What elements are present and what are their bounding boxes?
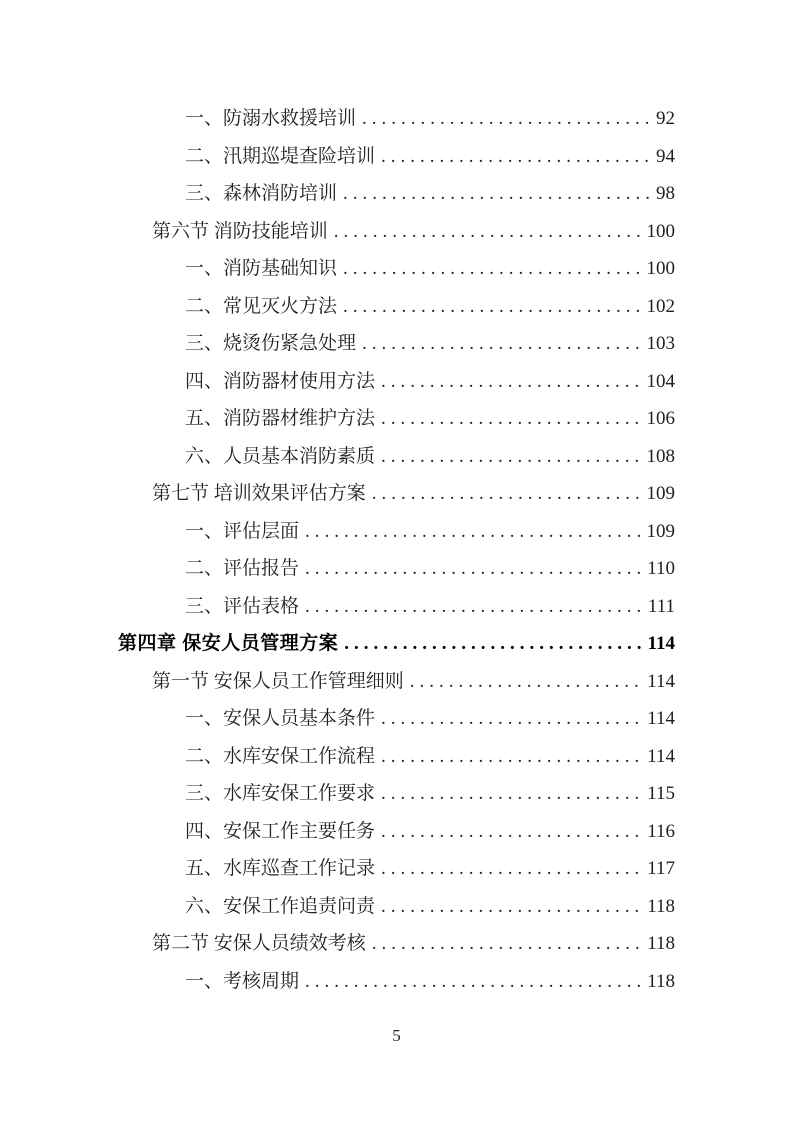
toc-dot-leader xyxy=(305,550,643,588)
toc-entry-label: 第六节 消防技能培训 xyxy=(152,220,328,242)
toc-entry-page: 98 xyxy=(656,183,675,204)
toc-entry-label: 第七节 培训效果评估方案 xyxy=(152,483,366,504)
toc-entry[interactable] xyxy=(118,363,675,401)
toc-entry[interactable] xyxy=(118,400,675,438)
toc-dot-leader xyxy=(381,700,643,738)
toc-entry-page: 92 xyxy=(656,108,675,129)
toc-entry-label: 三、烧烫伤紧急处理 xyxy=(185,333,357,354)
toc-entry-page: 118 xyxy=(647,895,675,917)
toc-entry-label: 五、消防器材维护方法 xyxy=(185,408,376,429)
toc-entry-page: 109 xyxy=(646,483,675,504)
toc-dot-leader xyxy=(381,775,643,813)
toc-entry-label: 一、安保人员基本条件 xyxy=(185,708,376,729)
toc-entry[interactable] xyxy=(118,513,675,551)
footer-page-number: 5 xyxy=(392,1026,401,1045)
toc-entry[interactable] xyxy=(118,550,675,588)
toc-entry-page: 118 xyxy=(647,933,675,954)
toc-dot-leader xyxy=(381,438,642,476)
toc-dot-leader xyxy=(305,963,643,1001)
toc-dot-leader xyxy=(305,588,644,626)
toc-entry-page: 109 xyxy=(646,520,675,542)
toc-entry-label: 一、评估层面 xyxy=(185,520,300,542)
toc-dot-leader xyxy=(381,363,642,401)
toc-entry-page: 94 xyxy=(656,145,675,167)
toc-entry-page: 114 xyxy=(647,708,675,729)
toc-entry[interactable] xyxy=(118,438,675,476)
toc-dot-leader xyxy=(372,925,643,963)
toc-entry-page: 100 xyxy=(646,258,675,279)
toc-entry[interactable] xyxy=(118,663,675,701)
toc-entry-label: 一、防溺水救援培训 xyxy=(185,108,357,129)
toc-entry[interactable] xyxy=(118,738,675,776)
toc-entry-label: 一、考核周期 xyxy=(185,970,300,992)
toc-dot-leader xyxy=(343,250,642,288)
toc-entry-page: 100 xyxy=(646,220,675,242)
toc-list xyxy=(118,100,675,1000)
toc-entry-label: 一、消防基础知识 xyxy=(185,258,338,279)
toc-entry[interactable] xyxy=(118,625,675,663)
toc-dot-leader xyxy=(334,213,643,251)
toc-entry[interactable] xyxy=(118,250,675,288)
toc-entry-page: 117 xyxy=(647,858,675,879)
toc-entry-page: 115 xyxy=(647,783,675,804)
toc-entry-label: 六、安保工作追责问责 xyxy=(185,895,376,917)
toc-entry-label: 二、水库安保工作流程 xyxy=(185,745,376,767)
toc-entry-page: 118 xyxy=(647,970,675,992)
toc-entry[interactable] xyxy=(118,213,675,251)
toc-entry-page: 114 xyxy=(647,633,675,654)
toc-entry[interactable] xyxy=(118,325,675,363)
toc-dot-leader xyxy=(343,288,642,326)
toc-dot-leader xyxy=(362,100,652,138)
toc-dot-leader xyxy=(381,400,642,438)
toc-entry[interactable] xyxy=(118,850,675,888)
toc-dot-leader xyxy=(381,850,643,888)
toc-dot-leader xyxy=(344,625,643,663)
toc-entry-label: 二、汛期巡堤查险培训 xyxy=(185,145,376,167)
toc-entry-label: 第二节 安保人员绩效考核 xyxy=(152,933,366,954)
toc-entry[interactable] xyxy=(118,288,675,326)
toc-entry[interactable] xyxy=(118,813,675,851)
toc-entry[interactable] xyxy=(118,925,675,963)
toc-dot-leader xyxy=(343,175,652,213)
toc-entry[interactable] xyxy=(118,100,675,138)
toc-entry-page: 102 xyxy=(646,295,675,317)
toc-entry[interactable] xyxy=(118,888,675,926)
toc-entry-label: 六、人员基本消防素质 xyxy=(185,445,376,467)
toc-entry-label: 四、消防器材使用方法 xyxy=(185,370,376,392)
toc-entry-label: 三、森林消防培训 xyxy=(185,183,338,204)
page-footer xyxy=(0,1026,793,1046)
toc-entry-page: 103 xyxy=(646,333,675,354)
toc-dot-leader xyxy=(410,663,643,701)
toc-entry-label: 五、水库巡查工作记录 xyxy=(185,858,376,879)
toc-entry[interactable] xyxy=(118,963,675,1001)
toc-entry[interactable] xyxy=(118,700,675,738)
toc-dot-leader xyxy=(381,138,652,176)
toc-entry-page: 114 xyxy=(647,670,675,692)
toc-entry-label: 三、评估表格 xyxy=(185,595,300,617)
toc-entry-label: 第一节 安保人员工作管理细则 xyxy=(152,670,404,692)
toc-entry-page: 106 xyxy=(646,408,675,429)
toc-dot-leader xyxy=(381,813,643,851)
toc-entry[interactable] xyxy=(118,175,675,213)
toc-entry[interactable] xyxy=(118,138,675,176)
toc-entry-label: 三、水库安保工作要求 xyxy=(185,783,376,804)
toc-entry-page: 104 xyxy=(646,370,675,392)
toc-dot-leader xyxy=(381,888,643,926)
toc-entry-page: 114 xyxy=(647,745,675,767)
toc-dot-leader xyxy=(381,738,643,776)
toc-entry-page: 110 xyxy=(647,558,675,579)
toc-entry-page: 108 xyxy=(646,445,675,467)
toc-entry[interactable] xyxy=(118,775,675,813)
toc-dot-leader xyxy=(362,325,642,363)
toc-entry[interactable] xyxy=(118,475,675,513)
toc-entry-label: 四、安保工作主要任务 xyxy=(185,820,376,842)
toc-entry-page: 116 xyxy=(647,820,675,842)
toc-entry-label: 二、评估报告 xyxy=(185,558,300,579)
toc-entry-label: 二、常见灭火方法 xyxy=(185,295,338,317)
toc-dot-leader xyxy=(372,475,643,513)
toc-dot-leader xyxy=(305,513,642,551)
toc-entry-page: 111 xyxy=(647,595,675,617)
toc-entry-label: 第四章 保安人员管理方案 xyxy=(118,633,339,654)
toc-entry[interactable] xyxy=(118,588,675,626)
